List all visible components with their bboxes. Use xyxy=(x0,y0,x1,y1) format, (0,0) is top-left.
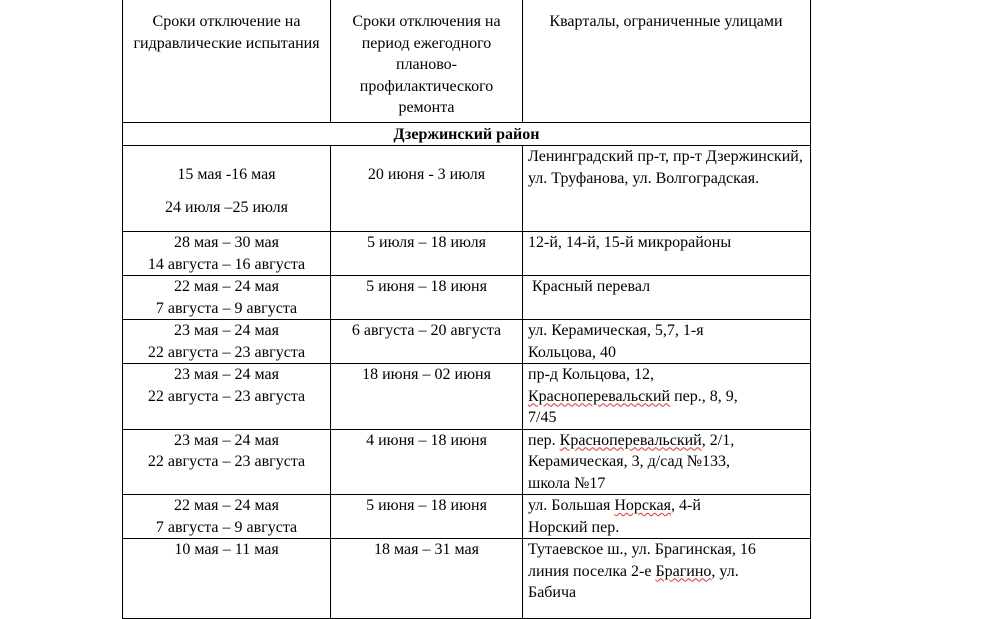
date-range: 22 августа – 23 августа xyxy=(147,453,306,470)
spellcheck-word: Красноперевальский xyxy=(528,387,671,405)
table-row xyxy=(123,539,811,619)
repair-dates: 6 августа – 20 августа xyxy=(331,320,523,364)
date-range: 15 мая -16 мая xyxy=(177,166,276,183)
table-row xyxy=(123,429,811,495)
district-title: Дзержинский район xyxy=(123,123,811,146)
table-row xyxy=(123,146,811,232)
date-range: 22 августа – 23 августа xyxy=(147,387,306,405)
hydraulic-test-dates xyxy=(123,232,331,276)
street-line: Тутаевское ш., ул. Брагинская, 16 xyxy=(528,541,756,558)
quarter-streets: Красный перевал xyxy=(523,276,811,320)
date-range: 14 августа – 16 августа xyxy=(147,255,306,273)
street-line xyxy=(528,430,804,452)
date-range: 23 мая – 24 мая xyxy=(174,366,279,383)
street-text: пер., 8, 9, xyxy=(670,387,738,405)
date-range: 7 августа – 9 августа xyxy=(155,299,298,317)
table-row xyxy=(123,495,811,539)
hydraulic-test-dates xyxy=(123,146,331,232)
street-text: , ул. xyxy=(711,562,739,580)
street-line: Кольцова, 40 xyxy=(528,343,616,361)
shutdown-schedule-table xyxy=(122,0,811,619)
street-text: линия поселка 2-е xyxy=(528,562,656,580)
repair-dates: 18 июня – 02 июня xyxy=(331,364,523,430)
date-range: 28 мая – 30 мая xyxy=(174,234,279,251)
date-range: 22 мая – 24 мая xyxy=(174,497,279,514)
street-line: пр-д Кольцова, 12, xyxy=(528,366,654,383)
quarter-streets xyxy=(523,539,811,619)
street-text: , 4-й xyxy=(670,497,701,514)
quarter-streets xyxy=(523,429,811,495)
quarter-streets xyxy=(523,320,811,364)
repair-dates: 5 июня – 18 июня xyxy=(331,276,523,320)
hydraulic-test-dates xyxy=(123,276,331,320)
date-range: 23 мая – 24 мая xyxy=(174,431,279,449)
quarter-streets xyxy=(523,495,811,539)
header-annual-repair: Сроки отключения на период ежегодного планово-профилактического ремонта xyxy=(331,0,523,123)
repair-dates: 5 июля – 18 июля xyxy=(331,232,523,276)
street-line: школа №17 xyxy=(528,474,606,492)
hydraulic-test-dates xyxy=(123,429,331,495)
street-line xyxy=(528,386,804,408)
repair-dates: 20 июня - 3 июля xyxy=(331,146,523,232)
date-range: 24 июля –25 июля xyxy=(165,198,288,216)
repair-dates: 5 июня – 18 июня xyxy=(331,495,523,539)
district-row xyxy=(123,123,811,146)
table-row xyxy=(123,232,811,276)
header-hydraulic-tests: Сроки отключение на гидравлические испытания xyxy=(123,0,331,123)
repair-dates: 4 июня – 18 июня xyxy=(331,429,523,495)
header-row xyxy=(123,0,811,123)
street-line: Бабича xyxy=(528,584,577,601)
spellcheck-word: Брагино xyxy=(655,562,712,580)
date-range: 22 августа – 23 августа xyxy=(147,343,306,361)
street-line xyxy=(528,561,804,583)
date-range: 23 мая – 24 мая xyxy=(174,322,279,339)
repair-dates: 18 мая – 31 мая xyxy=(331,539,523,619)
street-line: ул. Керамическая, 5,7, 1-я xyxy=(528,322,704,339)
street-line: Керамическая, 3, д/сад №133, xyxy=(528,453,730,470)
street-line: Норский пер. xyxy=(528,518,620,536)
street-line xyxy=(528,495,804,517)
spellcheck-word: Норская xyxy=(614,497,671,514)
quarter-streets: Ленинградский пр-т, пр-т Дзержинский, ул. Труфанова, ул. Волгоградская. xyxy=(523,146,811,232)
quarter-streets: 12-й, 14-й, 15-й микрорайоны xyxy=(523,232,811,276)
date-range: 10 мая – 11 мая xyxy=(174,541,279,558)
table-row xyxy=(123,320,811,364)
spellcheck-word: Красноперевальский xyxy=(559,431,702,449)
hydraulic-test-dates xyxy=(123,539,331,619)
hydraulic-test-dates xyxy=(123,364,331,430)
table-row xyxy=(123,276,811,320)
quarter-streets xyxy=(523,364,811,430)
street-text: пер. xyxy=(528,431,560,449)
date-range: 7 августа – 9 августа xyxy=(155,518,298,536)
date-range: 22 мая – 24 мая xyxy=(174,278,279,295)
hydraulic-test-dates xyxy=(123,495,331,539)
header-quarters: Кварталы, ограниченные улицами xyxy=(523,0,811,123)
street-text: , 2/1, xyxy=(701,431,735,449)
hydraulic-test-dates xyxy=(123,320,331,364)
street-text: ул. Большая xyxy=(528,497,615,514)
street-line: 7/45 xyxy=(528,409,557,426)
table-row xyxy=(123,364,811,430)
schedule-table-wrapper xyxy=(122,0,810,619)
